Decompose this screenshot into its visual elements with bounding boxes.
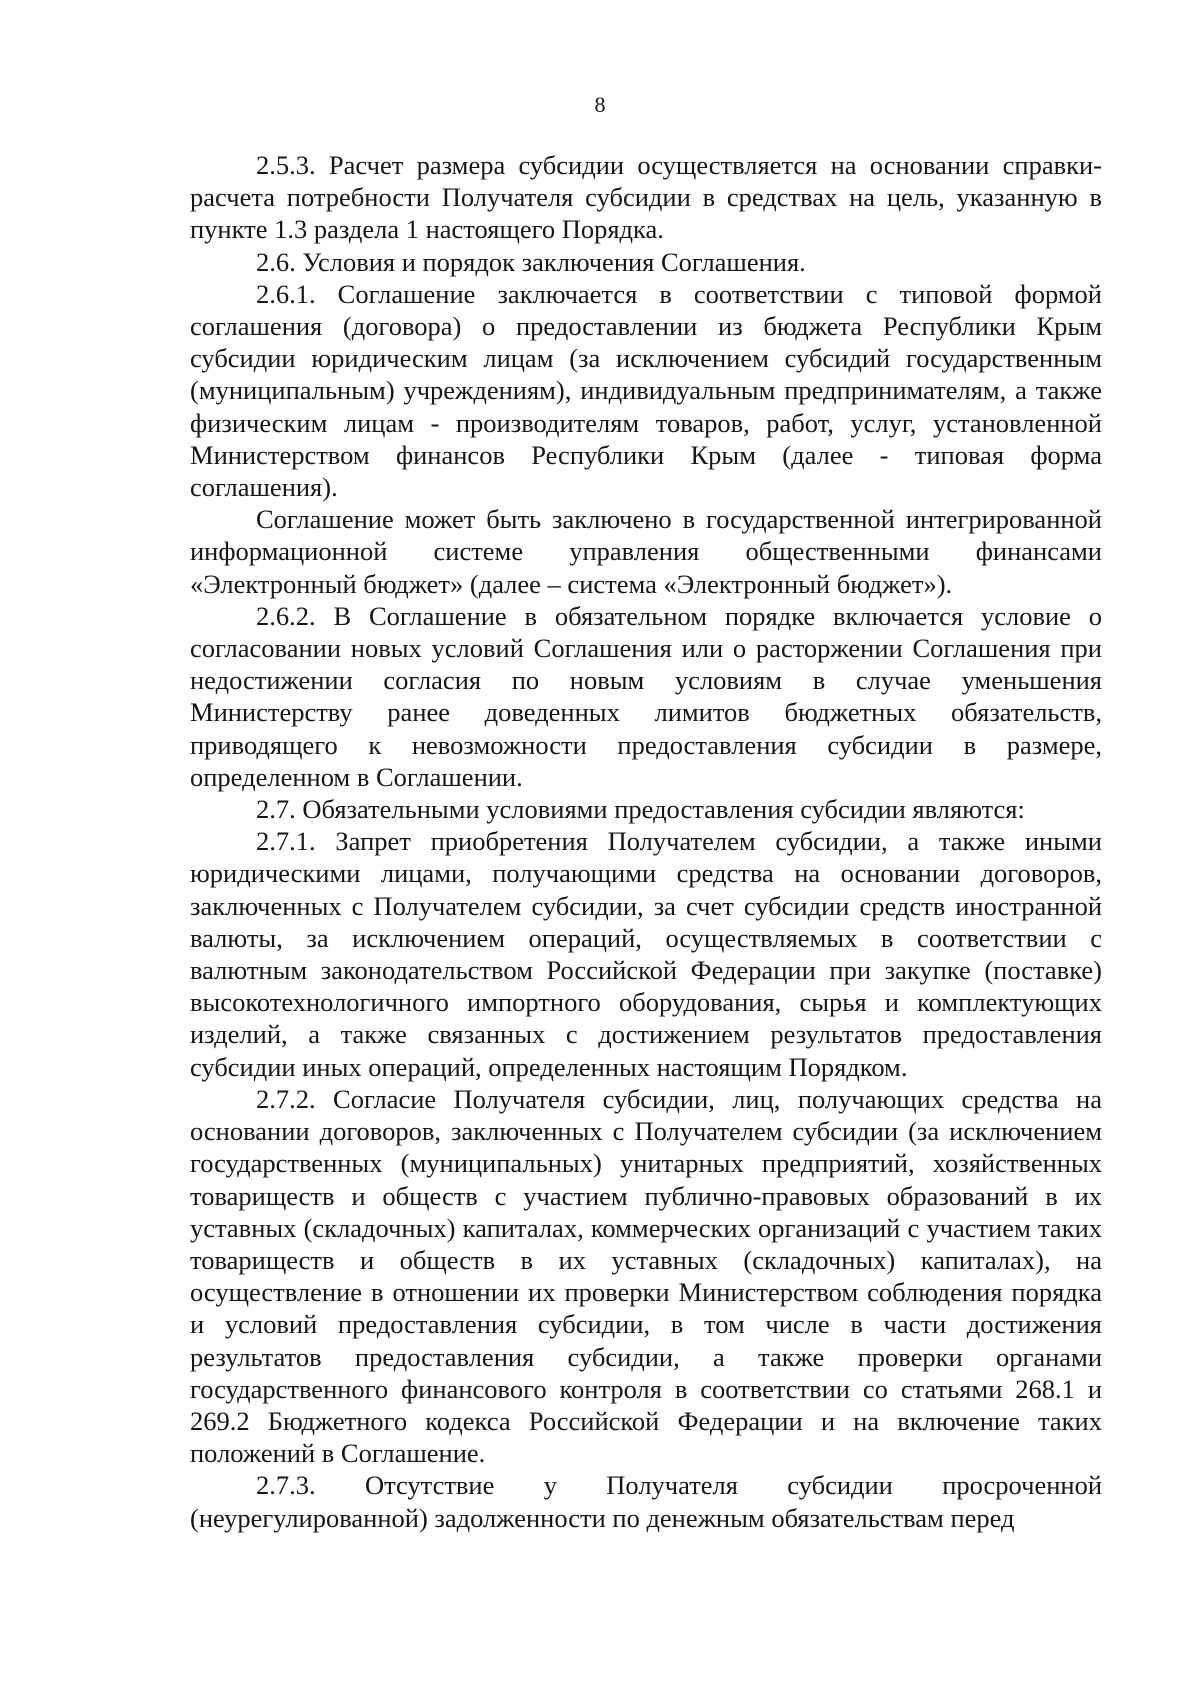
paragraph-electronic-budget: Соглашение может быть заключено в государственной интегрированной информационной системе управления общественными финансами «Электронный бюджет» (далее – система «Электронный бюджет»). [190,504,1102,599]
paragraph-2-7: 2.7. Обязательными условиями предоставления субсидии являются: [256,794,1025,825]
paragraph-2-6: 2.6. Условия и порядок заключения Соглашения. [256,246,806,277]
paragraph-2-6-2: 2.6.2. В Соглашение в обязательном порядке включается условие о согласовании новых условий Соглашения или о расторжении Соглашения при недостижении согласия по новым условиям в случае уменьшения Министерству ранее доведенных лимитов бюджетных обязательств, приводящего к невозможности предоставления субсидии в размере, определенном в Соглашении. [190,600,1102,792]
paragraph-2-5-3: 2.5.3. Расчет размера субсидии осуществляется на основании справки-расчета потребности Получателя субсидии в средствах на цель, указанную в пункте 1.3 раздела 1 настоящего Порядка. [190,150,1102,245]
page-number: 8 [594,92,606,117]
paragraph-2-7-2: 2.7.2. Согласие Получателя субсидии, лиц, получающих средства на основании договоров, заключенных с Получателем субсидии (за исключением государственных (муниципальных) унитарных предприятий, хозяйственных товариществ и обществ с участием публично-правовых образований в их уставных (складочных) капиталах, коммерческих организаций с участием таких товариществ и обществ в их уставных (складочных) капиталах), на осуществление в отношении их проверки Министерством соблюдения порядка и условий предоставления субсидии, в том числе в части достижения результатов предоставления субсидии, а также проверки органами государственного финансового контроля в соответствии со статьями 268.1 и 269.2 Бюджетного кодекса Российской Федерации и на включение таких положений в Соглашение. [190,1083,1102,1469]
paragraph-2-7-3: 2.7.3. Отсутствие у Получателя субсидии просроченной (неурегулированной) задолженности по денежным обязательствам перед [190,1470,1102,1533]
paragraph-2-7-1: 2.7.1. Запрет приобретения Получателем субсидии, а также иными юридическими лицами, получающими средства на основании договоров, заключенных с Получателем субсидии, за счет субсидии средств иностранной валюты, за исключением операций, осуществляемых в соответствии с валютным законодательством Российской Федерации при закупке (поставке) высокотехнологичного импортного оборудования, сырья и комплектующих изделий, а также связанных с достижением результатов предоставления субсидии иных операций, определенных настоящим Порядком. [190,826,1102,1082]
paragraph-2-6-1: 2.6.1. Соглашение заключается в соответствии с типовой формой соглашения (договора) о предоставлении из бюджета Республики Крым субсидии юридическим лицам (за исключением субсидий государственным (муниципальным) учреждениям), индивидуальным предпринимателям, а также физическим лицам - производителям товаров, работ, услуг, установленной Министерством финансов Республики Крым (далее - типовая форма соглашения). [190,278,1102,503]
document-body [190,149,1102,1534]
